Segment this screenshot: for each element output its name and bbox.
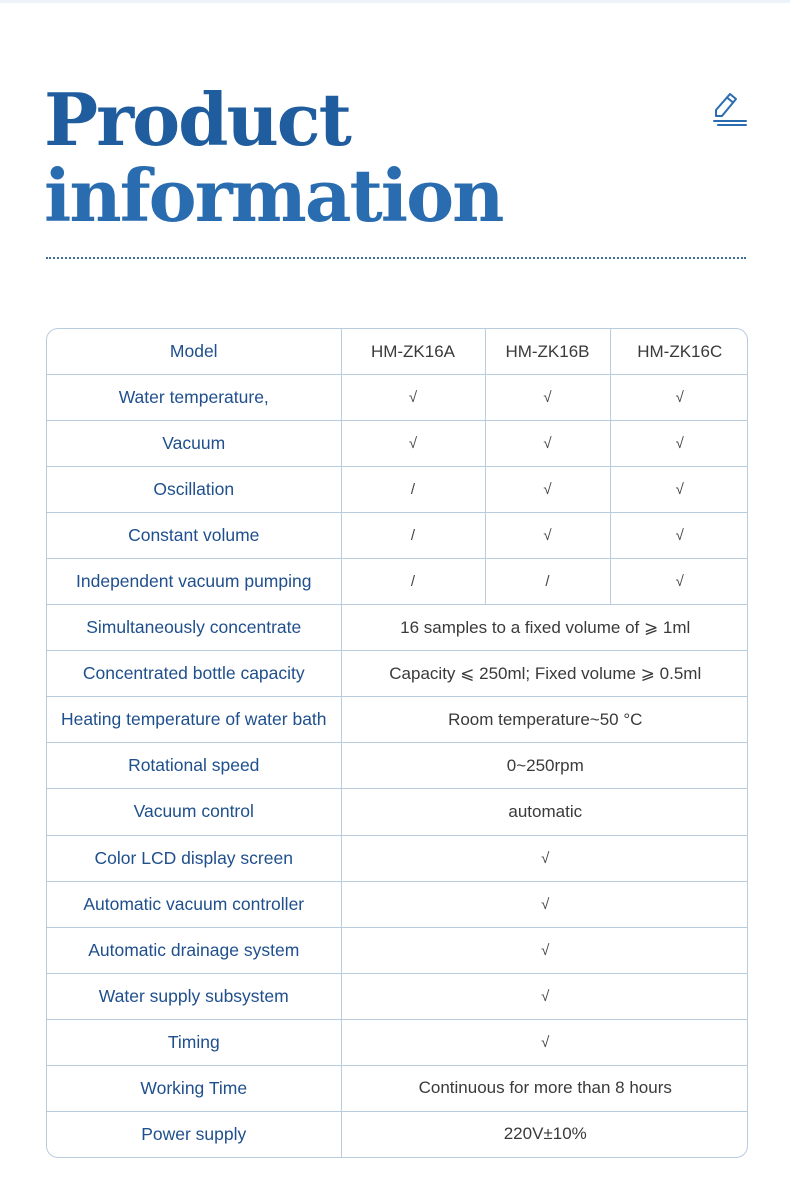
row-label: Independent vacuum pumping [47,559,341,605]
cell-value: 0~250rpm [341,743,748,789]
table-row [47,927,748,973]
table-row [47,421,748,467]
table-row [47,375,748,421]
cell-value: √ [341,881,748,927]
spec-table [46,328,748,1158]
cell-value: 220V±10% [503,1124,587,1144]
cell-value: √ [341,973,748,1019]
header-hm-zk16b: HM-ZK16B [485,329,610,375]
table-row [47,835,748,881]
cell-value: √ [610,467,748,513]
table-row [47,1111,748,1157]
row-label: Vacuum [47,421,341,467]
pencil-edit-icon [708,88,748,128]
table-row [47,651,748,697]
cell-value: √ [610,559,748,605]
cell-value: Continuous for more than 8 hours [341,1065,748,1111]
cell-value: / [341,513,485,559]
table-row [47,559,748,605]
cell-value: automatic [341,789,748,835]
table-row [47,973,748,1019]
title-divider [46,257,746,259]
row-label: Heating temperature of water bath [47,697,341,743]
cell-value: √ [341,375,485,421]
cell-value: / [341,559,485,605]
table-row [47,743,748,789]
row-label: Simultaneously concentrate [47,605,341,651]
row-label: Timing [47,1019,341,1065]
row-label: Automatic vacuum controller [47,881,341,927]
table-row [47,1065,748,1111]
row-label: Constant volume [47,513,341,559]
row-label: Vacuum control [47,789,341,835]
title-line-1: Product [44,77,350,162]
table-row [47,1019,748,1065]
cell-value: √ [610,421,748,467]
row-label: Concentrated bottle capacity [47,651,341,697]
header-hm-zk16a: HM-ZK16A [341,329,485,375]
row-label: Working Time [47,1065,341,1111]
table-row [47,513,748,559]
table-row [47,697,748,743]
row-label: Color LCD display screen [47,835,341,881]
row-label: Water supply subsystem [47,973,341,1019]
cell-value: √ [485,375,610,421]
row-label: Automatic drainage system [47,927,341,973]
table-row [47,605,748,651]
cell-value: 16 samples to a fixed volume of ⩾ 1ml [341,605,748,651]
cell-value: / [341,467,485,513]
cell-value: √ [485,421,610,467]
cell-value: Room temperature~50 °C [341,697,748,743]
table-row [47,467,748,513]
title-line-2: information [44,153,503,238]
cell-value: √ [485,467,610,513]
row-label: Oscillation [47,467,341,513]
cell-value: √ [341,927,748,973]
top-border [0,0,790,3]
header-hm-zk16c: HM-ZK16C [610,329,748,375]
row-label: Water temperature, [47,375,341,421]
cell-value: √ [610,375,748,421]
cell-value: Capacity ⩽ 250ml; Fixed volume ⩾ 0.5ml [341,651,748,697]
cell-value: √ [341,835,748,881]
table-header-row [47,329,748,375]
cell-value: √ [341,421,485,467]
cell-value: √ [341,1019,748,1065]
row-label: Power supply [47,1111,341,1157]
row-label: Rotational speed [47,743,341,789]
table-row [47,789,748,835]
cell-value: √ [485,513,610,559]
page-title [44,77,503,238]
cell-value: √ [610,513,748,559]
cell-value: / [485,559,610,605]
header-model: Model [47,329,341,375]
table-row [47,881,748,927]
